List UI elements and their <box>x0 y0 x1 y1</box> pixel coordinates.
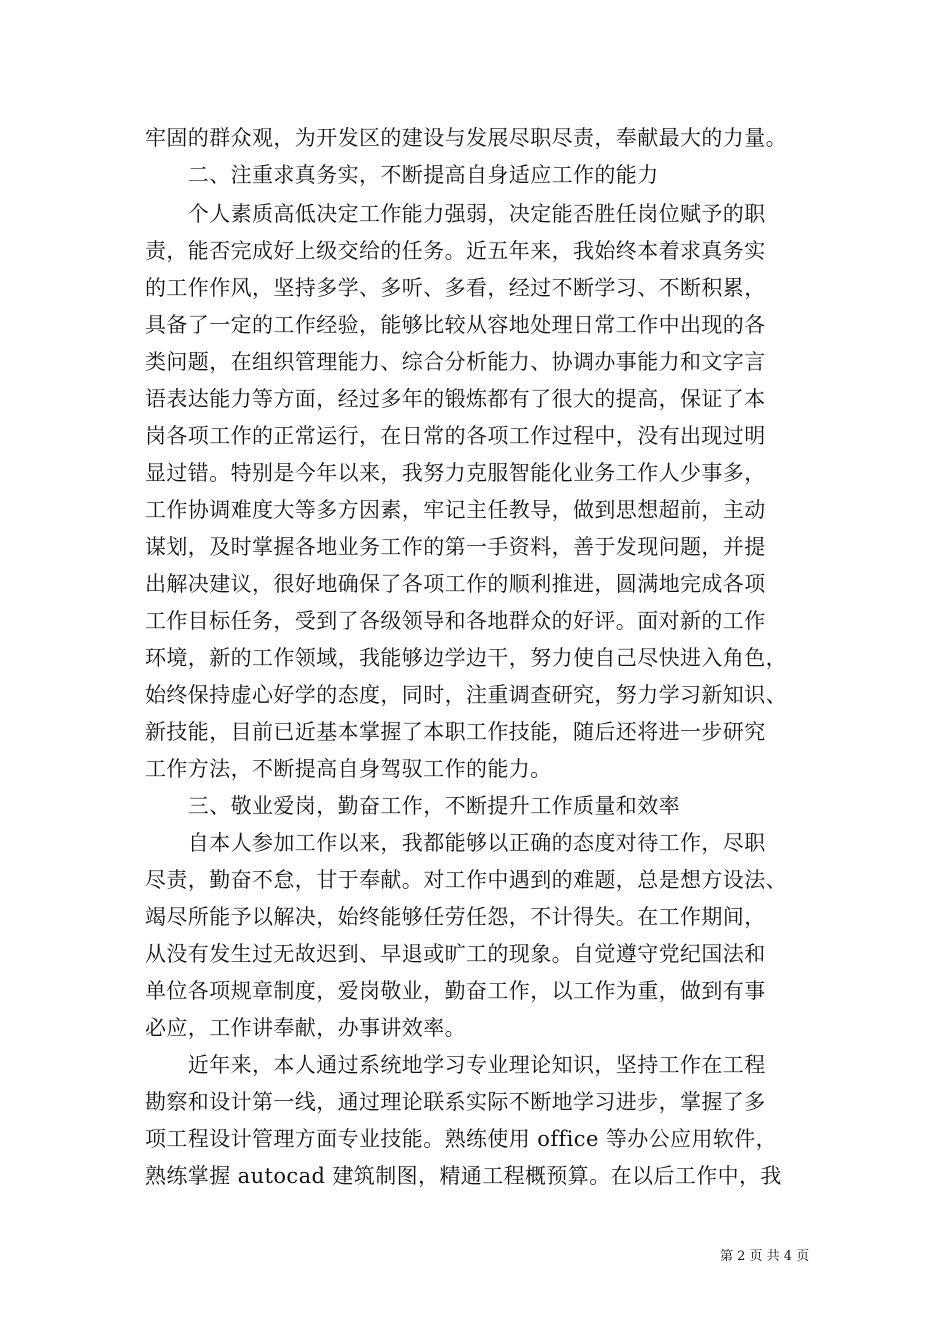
section-heading: 三、敬业爱岗，勤奋工作，不断提升工作质量和效率 <box>145 794 680 818</box>
section-heading: 二、注重求真务实，不断提高自身适应工作的能力 <box>145 163 659 187</box>
text-line: 必应，工作讲奉献，办事讲效率。 <box>145 1016 466 1040</box>
text-line: 责，能否完成好上级交给的任务。近五年来，我始终本着求真务实 <box>145 239 766 263</box>
text-line: 工作方法，不断提高自身驾驭工作的能力。 <box>145 757 552 781</box>
text-line: 牢固的群众观，为开发区的建设与发展尽职尽责，奉献最大的力量。 <box>145 126 787 150</box>
text-line: 岗各项工作的正常运行，在日常的各项工作过程中，没有出现过明 <box>145 424 766 448</box>
text-line: 竭尽所能予以解决，始终能够任劳任怨，不计得失。在工作期间， <box>145 905 766 929</box>
text-line: 熟练掌握 autocad 建筑制图，精通工程概预算。在以后工作中，我 <box>145 1164 782 1188</box>
text-line: 显过错。特别是今年以来，我努力克服智能化业务工作人少事多， <box>145 461 766 485</box>
text-line: 从没有发生过无故迟到、早退或旷工的现象。自觉遵守党纪国法和 <box>145 942 766 966</box>
text-line: 具备了一定的工作经验，能够比较从容地处理日常工作中出现的各 <box>145 313 766 337</box>
text-line: 项工程设计管理方面专业技能。熟练使用 office 等办公应用软件， <box>145 1127 778 1151</box>
text-line: 个人素质高低决定工作能力强弱，决定能否胜任岗位赋予的职 <box>145 202 766 226</box>
text-line: 类问题，在组织管理能力、综合分析能力、协调办事能力和文字言 <box>145 350 766 374</box>
page-number: 第 2 页 共 4 页 <box>720 1249 810 1264</box>
text-line: 尽责，勤奋不怠，甘于奉献。对工作中遇到的难题，总是想方设法、 <box>145 868 787 892</box>
text-line: 语表达能力等方面，经过多年的锻炼都有了很大的提高，保证了本 <box>145 387 766 411</box>
text-line: 工作协调难度大等多方因素，牢记主任教导，做到思想超前，主动 <box>145 498 766 522</box>
text-line: 近年来，本人通过系统地学习专业理论知识，坚持工作在工程 <box>145 1053 766 1077</box>
text-line: 单位各项规章制度，爱岗敬业，勤奋工作，以工作为重，做到有事 <box>145 979 766 1003</box>
text-line: 新技能，目前已近基本掌握了本职工作技能，随后还将进一步研究 <box>145 720 766 744</box>
text-line: 出解决建议，很好地确保了各项工作的顺利推进，圆满地完成各项 <box>145 572 766 596</box>
text-line: 始终保持虚心好学的态度，同时，注重调查研究，努力学习新知识、 <box>145 683 787 707</box>
text-line: 的工作作风，坚持多学、多听、多看，经过不断学习、不断积累， <box>145 276 766 300</box>
text-line: 勘察和设计第一线，通过理论联系实际不断地学习进步，掌握了多 <box>145 1090 766 1114</box>
text-line: 谋划，及时掌握各地业务工作的第一手资料，善于发现问题，并提 <box>145 535 766 559</box>
text-line: 环境，新的工作领域，我能够边学边干，努力使自己尽快进入角色， <box>145 646 787 670</box>
text-line: 工作目标任务，受到了各级领导和各地群众的好评。面对新的工作 <box>145 609 766 633</box>
text-line: 自本人参加工作以来，我都能够以正确的态度对待工作，尽职 <box>145 831 766 855</box>
